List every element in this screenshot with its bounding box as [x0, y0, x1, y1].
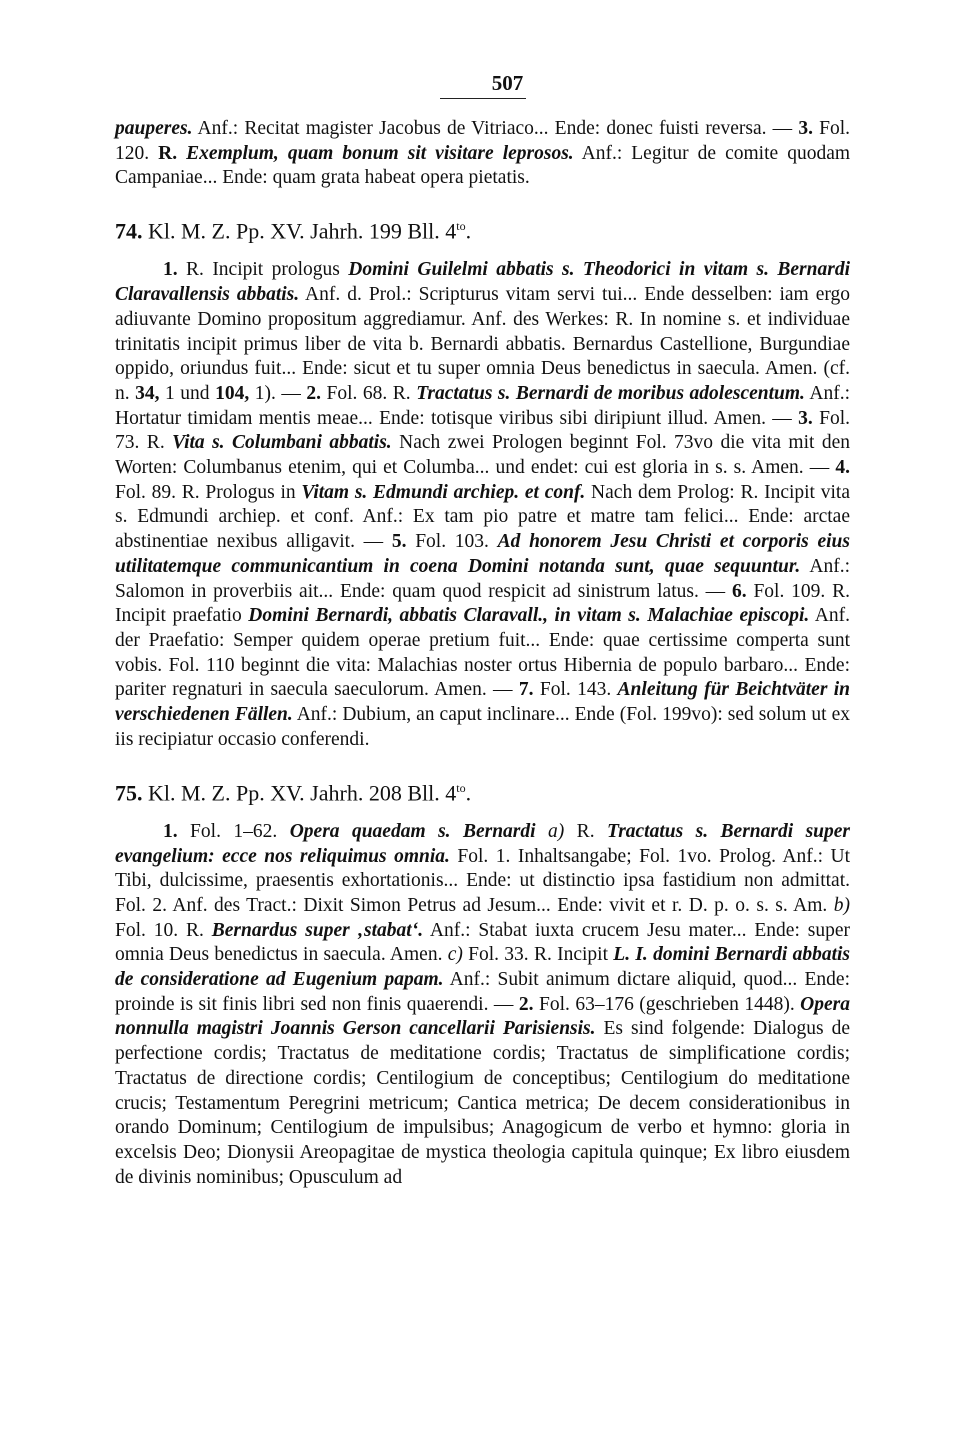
text-segment: Es sind folgende: Dialogus de perfectione cordis; Tractatus de meditatione cordis; Tractatus de simplificatione cordis; Tractatus de directione cordis; Centilogium de conceptibus; Centilogium do meditatione crucis; Testamentum Peregrini metricum; Cantica metrica; De decem considerationibus in orando Dominum; Centilogium de impulsibus; Anagogicum de verbo et hymno: gloria in excelsis Deo; Dionysii Areopagitae de mystica theologia capitula quinque; Ex libro eiusdem de divinis nominibus; Opusculum ad [115, 1018, 851, 1188]
text-segment: c) [447, 944, 463, 966]
text-segment: 2. [306, 382, 321, 404]
text-segment: Anleitung für Beichtväter in verschiedenen Fällen. [115, 679, 851, 726]
entry-heading-75 [115, 775, 850, 806]
text-segment: R. [564, 820, 607, 842]
text-segment: Fol. 103. [406, 531, 498, 553]
text-segment: Fol. 10. R. [115, 919, 212, 941]
document-page [115, 70, 850, 1190]
entry-heading-74 [115, 213, 850, 244]
text-segment: Fol. 68. R. [320, 382, 417, 404]
text-segment: Vitam s. Edmundi archiep. et conf. [301, 481, 586, 503]
entry-number: 74. [115, 218, 143, 244]
text-segment: Anf.: Subit animum dictare aliquid, quod... Ende: proinde is sit finis libri sed non finis quaerendi. — [115, 969, 850, 1015]
text-segment: Anf. d. Prol.: Scripturus vitam servi tui... Ende desselben: iam ergo adiuvante Domino propositum aggrediamur. Anf. des Werkes: R. In nomine s. et individuae trinitatis incipit primus liber de vita b. Bernardi abbatis. Bernardus Castellione, Burgundiae oppido, oriundus fuit... Ende: sicut et tu super omnia Deus benedictus in saecula. Amen. (cf. n. [115, 284, 850, 404]
text-segment: 4. [835, 457, 850, 479]
text-segment: Opera quaedam s. Bernardi [289, 820, 536, 842]
entry-heading-text: Kl. M. Z. Pp. XV. Jahrh. 199 Bll. 4 [142, 218, 457, 244]
text-segment: Anf.: Legitur de comite quodam Campaniae... Ende: quam grata habeat opera pietatis. [115, 142, 851, 189]
text-segment: 3. [798, 118, 813, 139]
text-segment: 1 und [159, 382, 216, 404]
text-segment [177, 143, 186, 164]
text-segment: Nach zwei Prologen beginnt Fol. 73vo die vita mit den Worten: Columbanus etenim, qui et Columba... und endet: cui est gloria in s. s. Amen. — [115, 432, 851, 479]
text-segment: Opera nonnulla magistri Joannis Gerson cancellarii Parisiensis. [115, 993, 850, 1040]
entry-heading-tail: . [465, 218, 472, 244]
text-segment: pauperes. [115, 118, 193, 139]
paragraph-continuation [115, 117, 850, 191]
text-segment: R. [158, 142, 178, 164]
text-segment: Fol. 63–176 (geschrieben 1448). [533, 993, 801, 1015]
text-segment: a) [548, 820, 565, 842]
entry-body-75 [115, 820, 850, 1191]
text-segment: Ad honorem Jesu Christi et corporis eius utilitatemque communicantium in coena Domini notanda sunt, quae sequuntur. [115, 531, 850, 577]
text-segment: Exemplum, quam bonum sit visitare leprosos. [186, 142, 574, 164]
text-segment: Bernardus super ‚stabat‘. [211, 919, 424, 941]
text-segment: R. Incipit prologus [177, 259, 349, 281]
text-segment: Nach dem Prolog: R. Incipit vita s. Edmundi archiep. et conf. Anf.: Ex tam pio patre et matre tam felici... Ende: arctae abstinentiae nexibus alligavit. — [115, 481, 850, 553]
text-segment: 3. [798, 407, 813, 429]
text-segment: 1). — [249, 382, 307, 404]
text-segment: Anf.: Stabat iuxta crucem Jesu mater... Ende: super omnia Deus benedictus in saecula. Amen. [115, 919, 850, 966]
text-segment: L. I. domini Bernardi abbatis de consideratione ad Eugenium papam. [115, 944, 850, 991]
text-segment: Domini Bernardi, abbatis Claravall., in vitam s. Malachiae episcopi. [248, 605, 810, 627]
text-segment: Anf. der Praefatio: Semper quidem operae pretium fuit... Ende: quae certissime comperta sunt vobis. Fol. 110 beginnt die vita: Malachias noster ortus Hibernia de populo barbaro... Ende: pariter regnaturi in saecula saeculorum. Amen. — [115, 605, 850, 701]
text-segment: Fol. 33. R. Incipit [462, 944, 614, 966]
text-segment: Fol. 1. Inhaltsangabe; Fol. 1vo. Prolog. Anf.: Ut Tibi, dulcissime, praesentis exhortationis... Ende: ut distinctio ipsa fastidium non admittat. Fol. 2. Anf. des Tract.: Dixit Simon Petrus ad Jesum... Ende: vivit et r. D. p. o. s. s. Am. [115, 845, 850, 916]
text-segment: Tractatus s. Bernardi super evangelium: ecce nos reliquimus omnia. [115, 820, 850, 867]
text-segment: Anf.: Recitat magister Jacobus de Vitriaco... Ende: donec fuisti reversa. — [192, 118, 799, 139]
text-segment: Anf.: Hortatur timidam mentis meae... Ende: totisque viribus sibi diripiunt illud. Amen. — [115, 382, 850, 429]
text-segment: Anf.: Dubium, an caput inclinare... Ende (Fol. 199vo): sed solum ut ex iis recipiatur occasio conferendi. [115, 704, 851, 750]
text-segment: 6. [732, 580, 747, 602]
text-segment: 5. [391, 531, 407, 553]
text-segment: Fol. 120. [115, 118, 851, 164]
text-segment: 7. [518, 679, 534, 701]
format-superscript: to [456, 780, 466, 795]
text-segment: 1. [163, 259, 178, 281]
text-segment: Vita s. Columbani abbatis. [172, 432, 392, 454]
entry-heading-tail: . [465, 779, 472, 805]
text-segment: Fol. 1–62. [177, 820, 290, 842]
text-segment: Fol. 109. R. Incipit praefatio [115, 580, 850, 627]
format-superscript: to [456, 219, 466, 234]
entry-number: 75. [115, 779, 143, 805]
text-segment: Fol. 89. R. Prologus in [115, 481, 302, 503]
text-segment: Fol. 73. R. [115, 407, 850, 454]
page-number: 507 [491, 71, 524, 95]
text-segment [536, 821, 548, 842]
text-segment: Anf.: Salomon in proverbiis ait... Ende: quam quod respicit ad sinistrum latus. — [115, 555, 851, 602]
text-segment: 34, [135, 382, 160, 404]
entry-body-74 [115, 258, 850, 752]
page-number-rule [440, 98, 526, 99]
entry-heading-text: Kl. M. Z. Pp. XV. Jahrh. 208 Bll. 4 [142, 779, 457, 805]
text-segment: Tractatus s. Bernardi de moribus adolescentum. [416, 382, 805, 404]
text-segment: 104, [215, 382, 250, 404]
text-segment: Fol. 143. [533, 679, 618, 701]
text-segment: Domini Guilelmi abbatis s. Theodorici in vitam s. Bernardi Claravallensis abbatis. [115, 259, 850, 306]
text-segment: b) [833, 894, 850, 916]
text-segment: 2. [518, 993, 534, 1015]
text-segment: 1. [163, 820, 178, 842]
